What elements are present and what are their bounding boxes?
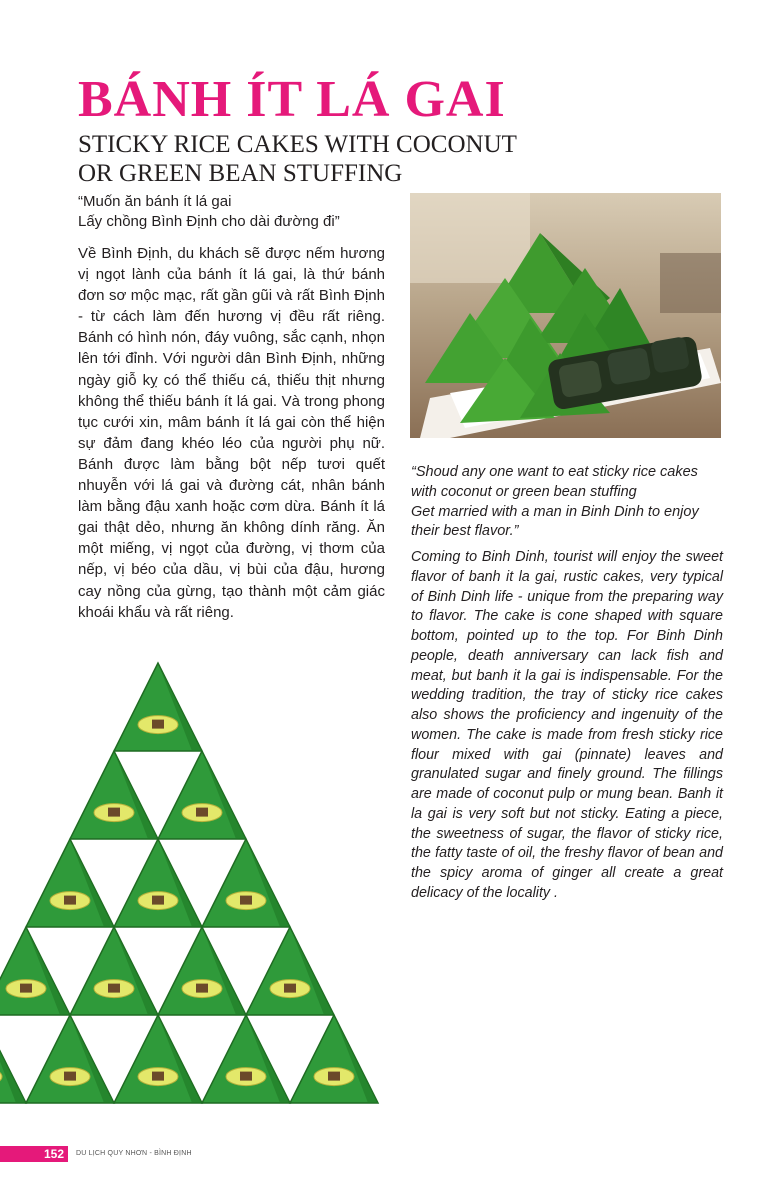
cake-label-emblem [108, 808, 120, 817]
folk-verse-vietnamese [78, 192, 398, 232]
cake-label-emblem [240, 896, 252, 905]
verse-en-line-2: Get married with a man in Binh Dinh to enjoy their best flavor.” [411, 503, 699, 540]
cake-label-emblem [152, 720, 164, 729]
verse-line-1: “Muốn ăn bánh ít lá gai [78, 193, 232, 210]
running-head: DU LỊCH QUY NHƠN - BÌNH ĐỊNH [76, 1150, 192, 1157]
page-subtitle [78, 130, 548, 188]
body-text-english: Coming to Binh Dinh, tourist will enjoy the sweet flavor of banh it la gai, rustic cakes, very typical of Binh Dinh life - unique from the preparing way to flavor. The cake is cone shaped with square bottom, pointed up to the top. For Binh Dinh people, death anniversary can lack fish and meat, but banh it la gai is indispensable. For the wedding tradition, the tray of sticky rice cakes also shows the proficiency and ingenuity of the women. The cake is made from fresh sticky rice flour mixed with gai (pinnate) leaves and granulated sugar and finely ground. The fillings are made of coconut pulp or mung bean. Banh it la gai is very soft but not sticky. Eating a piece, the sweetness of sugar, the flavor of sticky rice, the fatty taste of oil, the freshy flavor of bean and the spicy aroma of ginger all create a great delicacy of the locality . [411, 549, 723, 901]
cake-label-emblem [328, 1072, 340, 1081]
cake-label-emblem [108, 984, 120, 993]
cake-pyramid-photo [0, 655, 396, 1115]
body-text-vietnamese: Về Bình Định, du khách sẽ được nếm hương vị ngọt lành của bánh ít lá gai, là thứ bánh đơn sơ mộc mạc, rất gần gũi và rất Bình Định - từ cách làm đến hương vị đều rất riêng. Bánh có hình nón, đáy vuông, sắc cạnh, nhọn lên tới đỉnh. Với người dân Bình Định, những ngày giỗ kỵ có thể thiếu cá, thiếu thịt nhưng không thể thiếu bánh ít lá gai. Và trong phong tục cưới xin, mâm bánh ít lá gai còn thể hiện sự đảm đang khéo léo của người phụ nữ. Bánh được làm bằng bột nếp tươi quết nhuyễn với lá gai và đường cát, nhân bánh làm bằng đậu xanh hoặc cơm dừa. Bánh ít lá gai thật dẻo, nhưng ăn không dính răng. Ăn một miếng, vị ngọt của đường, vị thơm của nếp, vị béo của dầu, vị bùi của đậu, hương cay nồng của gừng, tạo thành một cảm giác khoái khẩu và rất riêng. [78, 245, 385, 621]
verse-line-2: Lấy chồng Bình Định cho dài đường đi” [78, 213, 340, 230]
cake-label-emblem [196, 808, 208, 817]
cake-label-emblem [152, 1072, 164, 1081]
cakes-on-plate-photo [410, 193, 721, 438]
cake-label-emblem [196, 984, 208, 993]
page-number: 152 [43, 1147, 64, 1161]
verse-en-line-1: “Shoud any one want to eat sticky rice cakes with coconut or green bean stuffing [411, 464, 698, 500]
cake-label-emblem [284, 984, 296, 993]
subtitle-line-1: STICKY RICE CAKES WITH COCONUT [78, 131, 517, 158]
subtitle-line-2: OR GREEN BEAN STUFFING [78, 160, 403, 187]
cake-label-emblem [64, 1072, 76, 1081]
folk-verse-english [411, 463, 723, 542]
cake-label-emblem [152, 896, 164, 905]
cake-label-emblem [20, 984, 32, 993]
cake-label-emblem [64, 896, 76, 905]
page-footer [0, 1146, 784, 1162]
cake-label-emblem [240, 1072, 252, 1081]
page-title: BÁNH ÍT LÁ GAI [78, 71, 506, 128]
